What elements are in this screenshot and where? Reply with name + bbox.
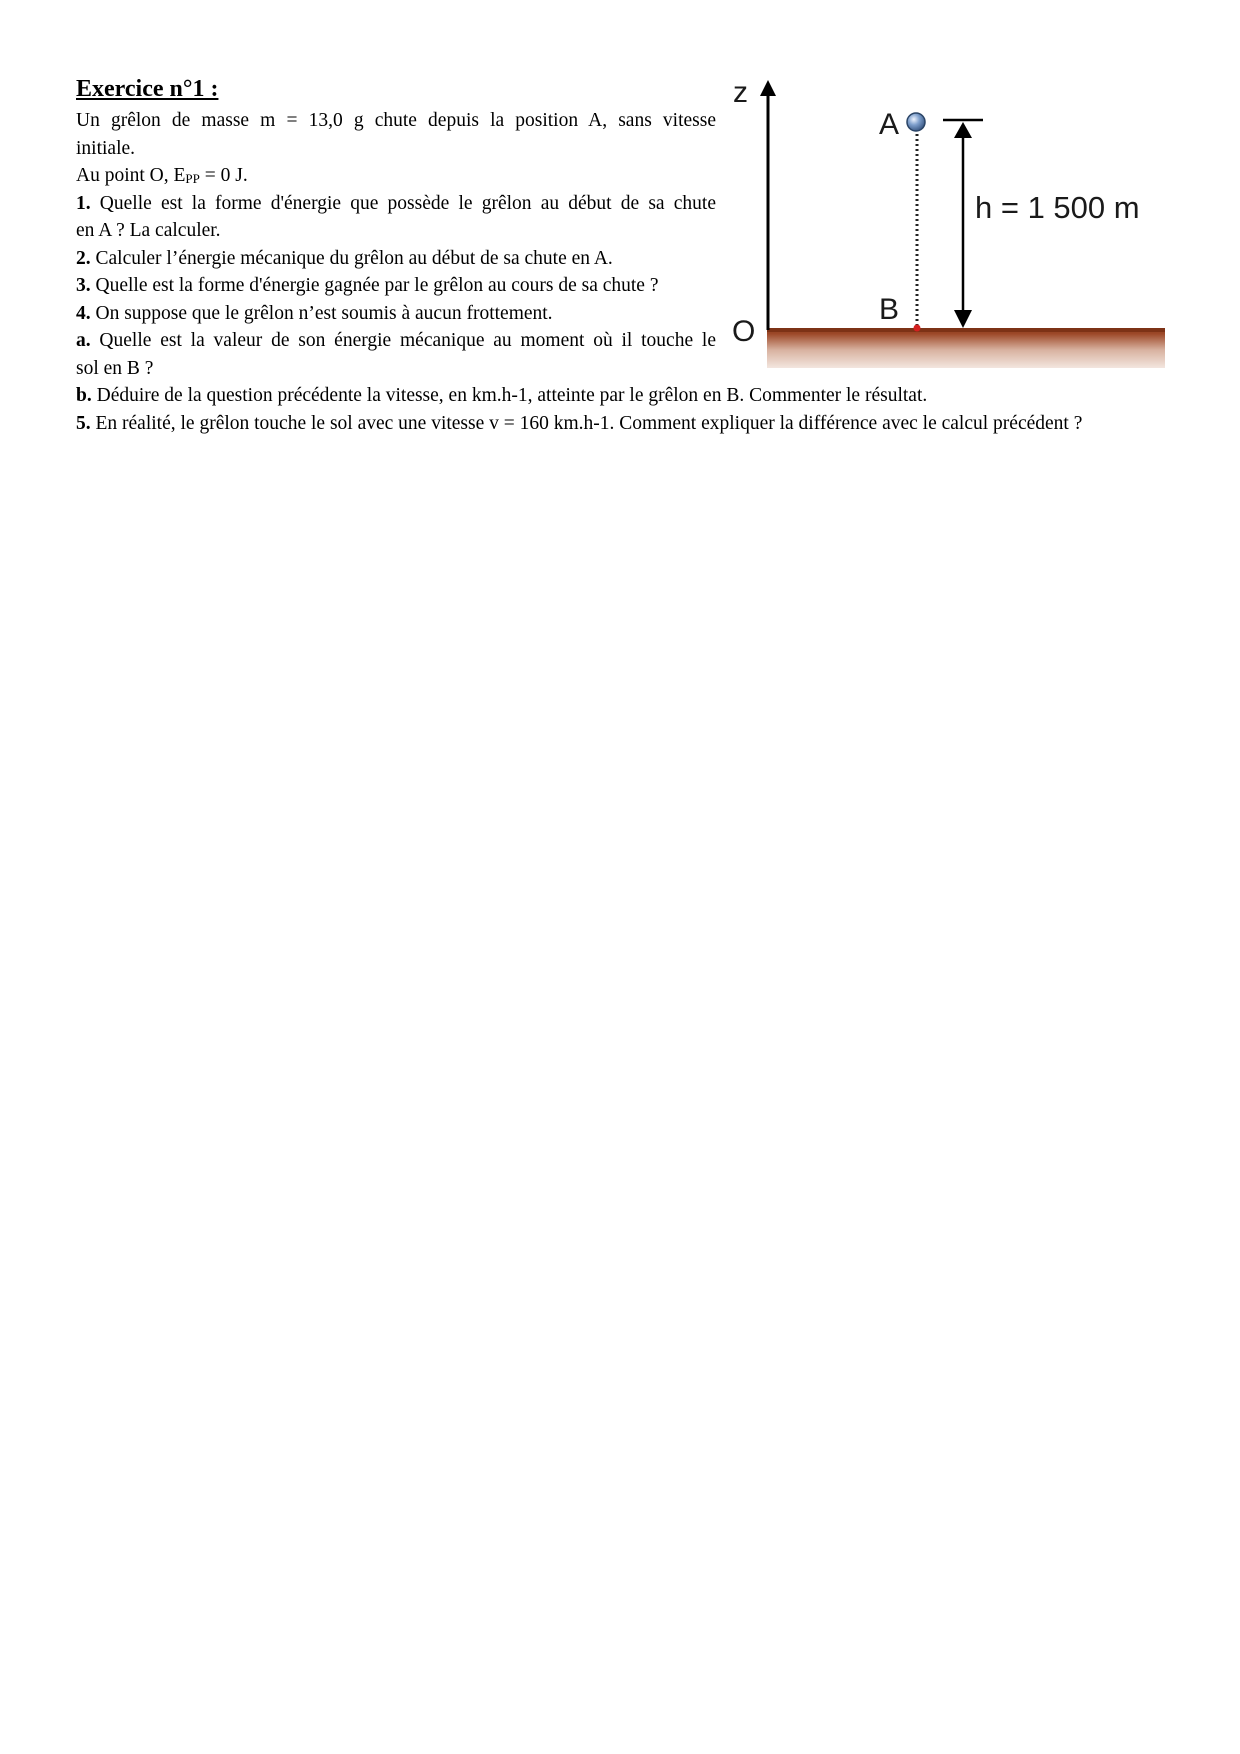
point-b-marker xyxy=(914,325,921,332)
intro-line-2: initiale. xyxy=(76,137,136,159)
exercise-text-full xyxy=(76,382,1186,437)
question-4a-number: a. xyxy=(76,330,91,351)
question-4 xyxy=(76,300,716,328)
question-4a-line-1 xyxy=(76,327,716,355)
question-5-number: 5. xyxy=(76,412,91,434)
epp-prefix: Au point O, E xyxy=(76,165,186,186)
question-1-line-1 xyxy=(76,190,716,218)
question-4b xyxy=(76,382,1186,410)
fall-diagram xyxy=(725,78,1165,378)
question-3-text: Quelle est la forme d'énergie gagnée par le grêlon au cours de sa chute ? xyxy=(90,275,659,296)
epp-subscript: PP xyxy=(185,171,200,186)
ground-surface xyxy=(767,328,1165,332)
intro-line-1: Un grêlon de masse m = 13,0 g chute depuis la position A, sans vitesse xyxy=(76,110,716,131)
z-axis-label: z xyxy=(733,78,748,109)
question-4b-text: Déduire de la question précédente la vitesse, en km.h-1, atteinte par le grêlon en B. Commenter le résultat. xyxy=(91,385,928,406)
height-label: h = 1 500 m xyxy=(975,190,1140,225)
epp-suffix: = 0 J. xyxy=(199,165,248,186)
point-a-label: A xyxy=(879,108,900,141)
hailstone-icon xyxy=(907,113,925,131)
question-4-text: On suppose que le grêlon n’est soumis à aucun frottement. xyxy=(90,302,553,324)
point-b-label: B xyxy=(879,293,900,326)
question-4b-number: b. xyxy=(76,385,92,406)
question-1-text: Quelle est la forme d'énergie que possède le grêlon au début de sa chute xyxy=(90,192,716,214)
question-4-number: 4. xyxy=(76,302,91,324)
question-4a-text: Quelle est la valeur de son énergie mécanique au moment où il touche le xyxy=(90,330,716,351)
question-1-line-2: en A ? La calculer. xyxy=(76,220,221,241)
question-1-number: 1. xyxy=(76,192,91,214)
ground xyxy=(767,328,1165,368)
question-2-text: Calculer l’énergie mécanique du grêlon au début de sa chute en A. xyxy=(90,247,613,269)
axis-arrow-icon xyxy=(760,80,776,96)
question-5 xyxy=(76,410,1186,438)
question-4a-line-2: sol en B ? xyxy=(76,357,154,379)
exercise-text-left xyxy=(76,107,716,382)
origin-label: O xyxy=(732,315,756,348)
question-5-text: En réalité, le grêlon touche le sol avec une vitesse v = 160 km.h-1. Comment expliquer la différence avec le calcul précédent ? xyxy=(90,412,1083,434)
question-2 xyxy=(76,245,716,273)
exercise-title: Exercice n°1 : xyxy=(76,76,219,102)
fall-diagram-svg xyxy=(725,78,1165,378)
question-2-number: 2. xyxy=(76,247,91,269)
question-3 xyxy=(76,272,716,300)
epp-statement xyxy=(76,162,716,190)
question-3-number: 3. xyxy=(76,275,91,296)
